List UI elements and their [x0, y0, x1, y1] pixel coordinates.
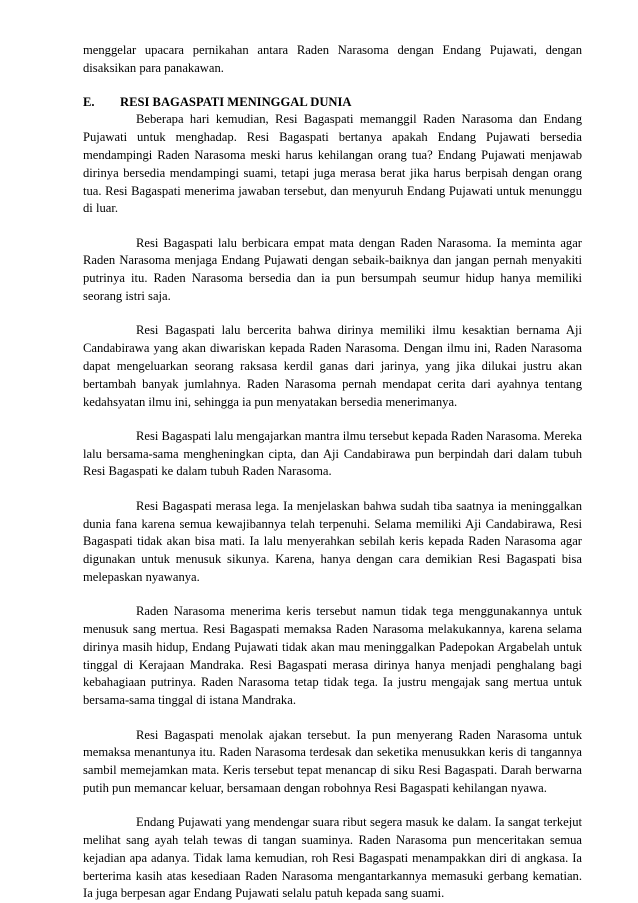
- section-number: E.: [83, 94, 95, 109]
- body-paragraph: Resi Bagaspati merasa lega. Ia menjelaskan bahwa sudah tiba saatnya ia meninggalkan dunia fana karena semua kewajibannya telah terpenuhi. Selama memiliki Aji Candabirawa, Resi Bagaspati tidak akan bisa mati. Ia lalu menyerahkan sebilah keris kepada Raden Narasoma agar digunakan untuk menusuk sikunya. Karena, hanya dengan cara demikian Resi Bagaspati bisa melepaskan nyawanya.: [83, 498, 582, 584]
- body-paragraph: Resi Bagaspati lalu bercerita bahwa dirinya memiliki ilmu kesaktian bernama Aji Candabirawa yang akan diwariskan kepada Raden Narasoma. Dengan ilmu ini, Raden Narasoma dapat mengeluarkan seorang raksasa kerdil ganas dari jarinya, yang jika dilukai justru akan bertambah banyak jumlahnya. Raden Narasoma pernah mendapat cerita dari ayahnya tentang kedahsyatan ilmu ini, sehingga ia pun menyatakan bersedia menerimanya.: [83, 323, 582, 409]
- body-paragraph: Raden Narasoma menerima keris tersebut namun tidak tega menggunakannya untuk menusuk sang mertua. Resi Bagaspati memaksa Raden Narasoma melakukannya, karena selama dirinya masih hidup, Endang Pujawati tidak akan mau meninggalkan Padepokan Argabelah untuk tinggal di Kerajaan Mandraka. Resi Bagaspati merasa dirinya hanya menjadi penghalang bagi kebahagiaan putrinya. Raden Narasoma tetap tidak tega. Ia justru mengajak sang mertua untuk bersama-sama tinggal di istana Mandraka.: [83, 604, 582, 708]
- section-heading: [83, 94, 582, 112]
- body-paragraph: Resi Bagaspati lalu berbicara empat mata dengan Raden Narasoma. Ia meminta agar Raden Narasoma menjaga Endang Pujawati dengan sebaik-baiknya dan jangan pernah menyakiti putrinya itu. Raden Narasoma bersedia dan ia pun bersumpah seumur hidup hanya memiliki seorang istri saja.: [83, 235, 582, 304]
- body-paragraph: Beberapa hari kemudian, Resi Bagaspati memanggil Raden Narasoma dan Endang Pujawati untuk menghadap. Resi Bagaspati bertanya apakah Endang Pujawati bersedia mendampingi Raden Narasoma meski harus kehilangan orang tua? Endang Pujawati menjawab dirinya bersedia mendampingi suami, tetapi juga merasa berat jika harus berpisah dengan orang tua. Resi Bagaspati menerima jawaban tersebut, dan menyuruh Endang Pujawati untuk menunggu di luar.: [83, 112, 582, 216]
- body-paragraph: Endang Pujawati yang mendengar suara ribut segera masuk ke dalam. Ia sangat terkejut melihat sang ayah telah tewas di tangan suaminya. Raden Narasoma pun menceritakan semua kejadian apa adanya. Tidak lama kemudian, roh Resi Bagaspati menampakkan diri di angkasa. Ia berterima kasih atas kesediaan Raden Narasoma mengantarkannya memasuki gerbang kematian. Ia juga berpesan agar Endang Pujawati selalu patuh kepada sang suami.: [83, 815, 582, 901]
- body-paragraph: Resi Bagaspati lalu mengajarkan mantra ilmu tersebut kepada Raden Narasoma. Mereka lalu bersama-sama mengheningkan cipta, dan Aji Candabirawa pun berpindah dari dalam tubuh Resi Bagaspati ke dalam tubuh Raden Narasoma.: [83, 428, 582, 479]
- intro-paragraph: menggelar upacara pernikahan antara Raden Narasoma dengan Endang Pujawati, dengan disaksikan para panakawan.: [83, 43, 582, 75]
- section-title: RESI BAGASPATI MENINGGAL DUNIA: [120, 94, 352, 109]
- body-paragraph: Resi Bagaspati menolak ajakan tersebut. Ia pun menyerang Raden Narasoma untuk memaksa menantunya itu. Raden Narasoma terdesak dan seketika menusukkan keris di tangannya sambil memejamkan mata. Keris tersebut tepat menancap di siku Resi Bagaspati. Darah berwarna putih pun memancar keluar, bersamaan dengan robohnya Resi Bagaspati kehilangan nyawa.: [83, 727, 582, 795]
